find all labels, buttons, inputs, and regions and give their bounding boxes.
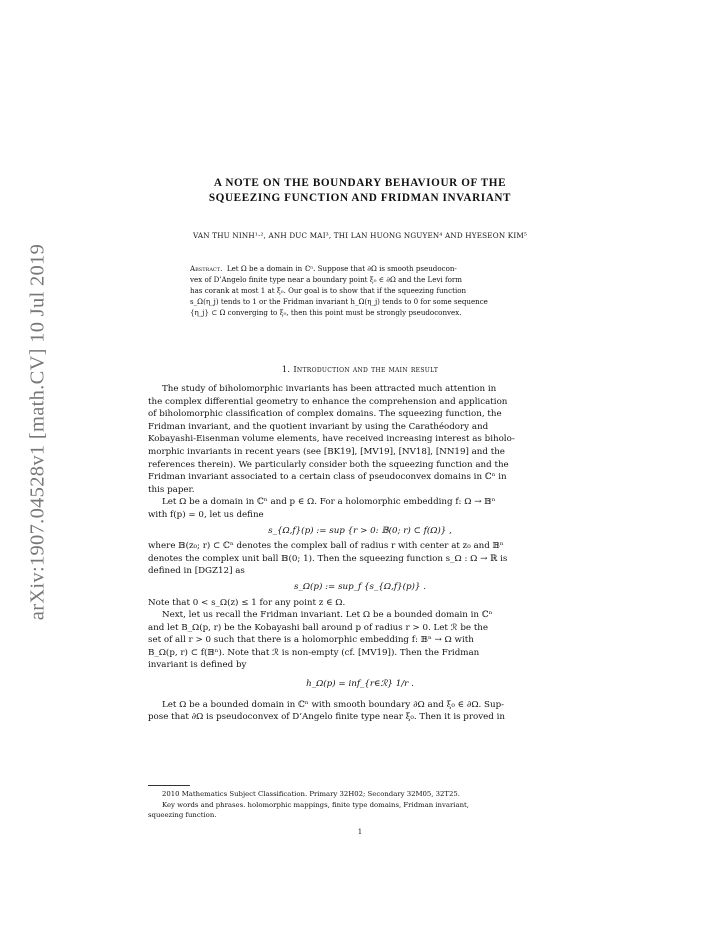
text-line: Let Ω be a domain in ℂⁿ and p ∈ Ω. For a holomorphic embedding f: Ω → 𝔹ⁿ [162,497,496,508]
footnote-keywords: Key words and phrases. holomorphic mappings, finite type domains, Fridman invariant, [162,800,469,809]
footnote-keywords-cont: squeezing function. [148,811,217,819]
title-line-2: SQUEEZING FUNCTION AND FRIDMAN INVARIANT [208,192,512,204]
abstract-line: {η_j} ⊂ Ω converging to ξ₀, then this point must be strongly pseudoconvex. [190,308,462,317]
text-line: B_Ω(p, r) ⊂ f(𝔹ⁿ). Note that ℛ is non-empty (cf. [MV19]). Then the Fridman [148,647,480,658]
equation-squeezing-f: s_{Ω,f}(p) := sup {r > 0: 𝔹(0; r) ⊂ f(Ω)} , [268,525,452,536]
arxiv-stamp [18,212,58,652]
arxiv-stamp-text: arXiv:1907.04528v1 [math.CV] 10 Jul 2019 [26,243,49,621]
text-line: this paper. [148,484,195,495]
abstract-line: s_Ω(η_j) tends to 1 or the Fridman invariant h_Ω(η_j) tends to 0 for some sequence [190,297,488,306]
abstract-text: Let Ω be a domain in ℂⁿ. Suppose that ∂Ω is smooth pseudocon- [226,264,457,273]
text-line: Fridman invariant associated to a certain class of pseudoconvex domains in ℂⁿ in [148,472,507,483]
text-line: references therein). We particularly consider both the squeezing function and the [148,459,509,470]
section-heading: 1. Introduction and the main result [281,364,439,374]
text-line: Let Ω be a bounded domain in ℂⁿ with smooth boundary ∂Ω and ξ₀ ∈ ∂Ω. Sup- [162,699,505,710]
text-line: defined in [DGZ12] as [148,566,245,577]
abstract-line: has corank at most 1 at ξ₀. Our goal is to show that if the squeezing function [190,286,467,295]
equation-fridman-invariant: h_Ω(p) = inf_{r∈ℛ} 1/r . [306,679,414,690]
body-text [148,383,572,724]
text-line: of biholomorphic classification of complex domains. The squeezing function, the [148,409,502,420]
text-line: denotes the complex unit ball 𝔹(0; 1). Then the squeezing function s_Ω : Ω → ℝ is [148,553,508,564]
text-line: with f(p) = 0, let us define [148,509,264,520]
title-line-1: A NOTE ON THE BOUNDARY BEHAVIOUR OF THE [213,177,507,189]
abstract [190,263,530,318]
abstract-line [190,263,530,274]
text-line: The study of biholomorphic invariants has been attracted much attention in [162,384,497,394]
footnotes [148,789,572,821]
text-line: Next, let us recall the Fridman invariant. Let Ω be a bounded domain in ℂⁿ [162,610,493,621]
footnote-msc: 2010 Mathematics Subject Classification. Primary 32H02; Secondary 32M05, 32T25. [162,790,460,798]
abstract-label: Abstract. [190,264,223,273]
text-line: the complex differential geometry to enhance the comprehension and application [148,396,508,407]
author-list: VAN THU NINH¹·², ANH DUC MAI³, THI LAN HUONG NGUYEN⁴ AND HYESEON KIM⁵ [192,231,528,240]
text-line: where 𝔹(z₀; r) ⊂ ℂⁿ denotes the complex ball of radius r with center at z₀ and 𝔹ⁿ [148,541,504,552]
text-line: Note that 0 < s_Ω(z) ≤ 1 for any point z ∈ Ω. [148,597,346,608]
text-line: pose that ∂Ω is pseudoconvex of D’Angelo finite type near ξ₀. Then it is proved in [148,712,506,723]
page-number: 1 [357,828,363,836]
text-line: Fridman invariant, and the quotient invariant by using the Carathéodory and [148,421,489,432]
equation-squeezing-function: s_Ω(p) := sup_f {s_{Ω,f}(p)} . [294,581,426,592]
text-line: Kobayashi-Eisenman volume elements, have received increasing interest as biholo- [148,434,515,445]
text-line: and let B_Ω(p, r) be the Kobayashi ball around p of radius r > 0. Let ℛ be the [148,622,489,633]
text-line: invariant is defined by [148,660,247,671]
footnote-rule [148,785,190,786]
text-line: morphic invariants in recent years (see [BK19], [MV19], [NV18], [NN19] and the [148,446,505,457]
text-line: set of all r > 0 such that there is a holomorphic embedding f: 𝔹ⁿ → Ω with [148,635,474,646]
paper-title [148,176,572,206]
abstract-line: vex of D’Angelo finite type near a boundary point ξ₀ ∈ ∂Ω and the Levi form [190,275,462,284]
